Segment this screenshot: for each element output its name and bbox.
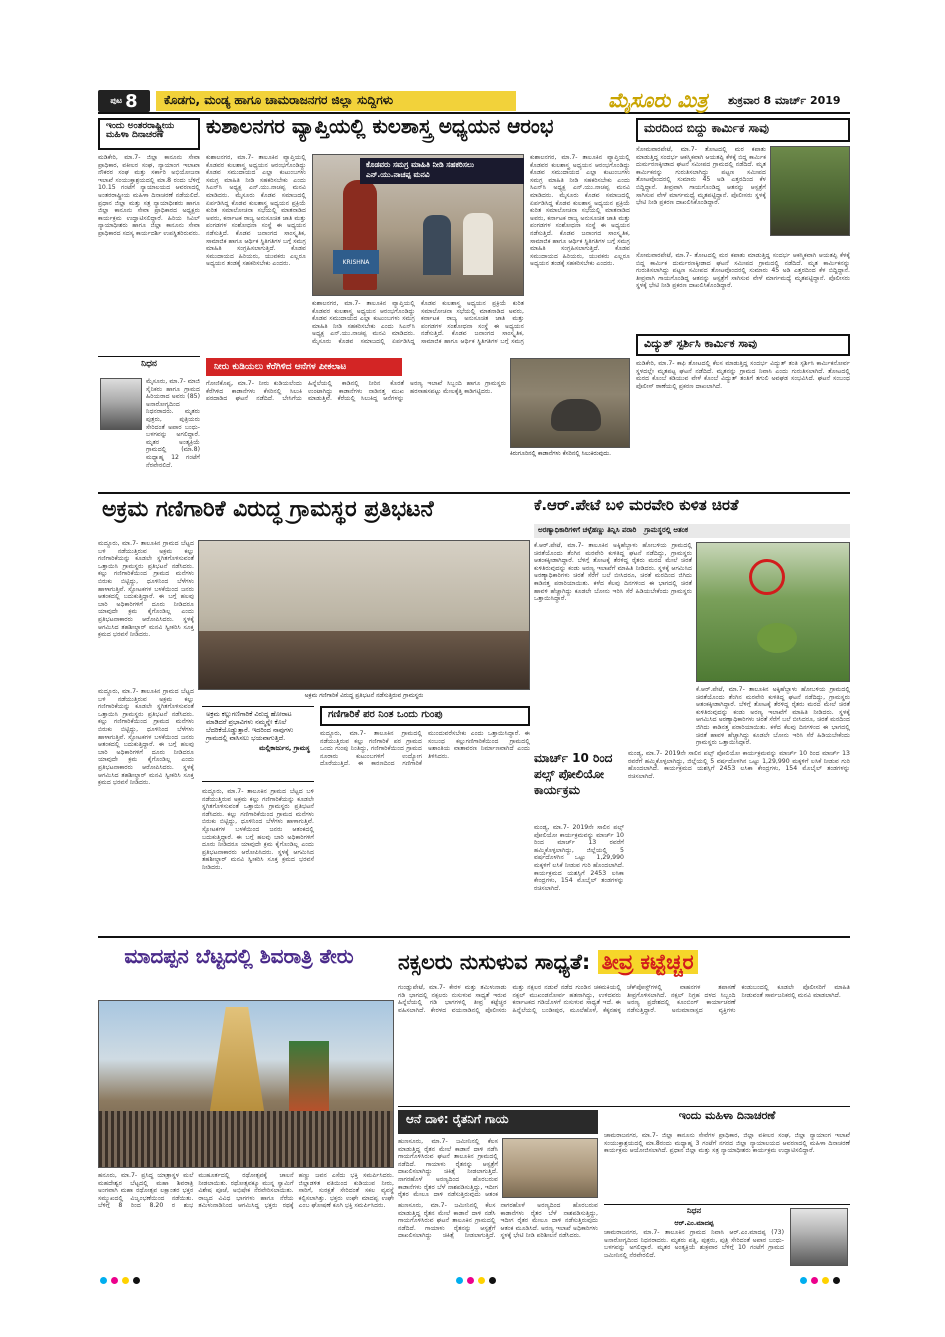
issue-date: ಶುಕ್ರವಾರ 8 ಮಾರ್ಚ್ 2019: [728, 94, 841, 107]
tree-death-photo: [770, 146, 850, 236]
polio-headline: ಮಾರ್ಚ್ 10 ರಿಂದ ಪಲ್ಸ್ ಪೋಲಿಯೋ ಕಾರ್ಯಕ್ರಮ: [534, 751, 613, 797]
temple-tower: [209, 1007, 265, 1117]
registration-dot: [811, 1277, 818, 1284]
naxal-headline-part2: ತೀವ್ರ ಕಟ್ಟೆಚ್ಚರ: [598, 950, 698, 974]
protest-body: ಮದ್ದೂರು, ಮಾ.7- ತಾಲೂಕಿನ ಗ್ರಾಮದ ಬೆಟ್ಟದ ಬಳಿ ನಡೆಯುತ್ತಿರುವ ಅಕ್ರಮ ಕಲ್ಲು ಗಣಿಗಾರಿಕೆಯನ್ನು ಕೂಡಲೇ ಸ್ಥಗಿತಗೊಳಿಸುವಂತೆ ಒತ್ತಾಯಿಸಿ ಗ್ರಾಮಸ್ಥರು ಪ್ರತಿಭಟನೆ ನಡೆಸಿದರು. ಕಲ್ಲು ಗಣಿಗಾರಿಕೆಯಿಂದ ಗ್ರಾಮದ ಮನೆಗಳು ಬಿರುಕು ಬಿಟ್ಟಿದ್ದು, ಧೂಳಿನಿಂದ ಬೆಳೆಗಳು ಹಾಳಾಗುತ್ತಿವೆ. ಸ್ಫೋಟಕಗಳ ಬಳಕೆಯಿಂದ ಜನರು ಆತಂಕದಲ್ಲಿ ಬದುಕುತ್ತಿದ್ದಾರೆ. ಈ ಬಗ್ಗೆ ಹಲವು ಬಾರಿ ಅಧಿಕಾರಿಗಳಿಗೆ ದೂರು ನೀಡಿದರೂ ಯಾವುದೇ ಕ್ರಮ ಕೈಗೊಂಡಿಲ್ಲ ಎಂದು ಪ್ರತಿಭಟನಾಕಾರರು ಆರೋಪಿಸಿದರು. ಸ್ಥಳಕ್ಕೆ ಆಗಮಿಸಿದ ತಹಶೀಲ್ದಾರ್ ಮನವಿ ಸ್ವೀಕರಿಸಿ ಸೂಕ್ತ ಕ್ರಮದ ಭರವಸೆ ನೀಡಿದರು.: [98, 540, 194, 639]
divider: [98, 492, 850, 494]
quote-author: ಮಲ್ಲಿಕಾರ್ಜುನ, ಗ್ರಾಮಸ್ಥ: [259, 744, 310, 752]
coconut-cluster: [757, 623, 797, 653]
naxal-headline-part1: ನಕ್ಸಲರು ನುಸುಳುವ ಸಾಧ್ಯತೆ:: [398, 950, 591, 974]
electric-death-body: ಮಡಿಕೇರಿ, ಮಾ.7- ಕಾಫಿ ತೋಟದಲ್ಲಿ ಕೆಲಸ ಮಾಡುತ್ತಿದ್ದ ಸಂದರ್ಭ ವಿದ್ಯುತ್ ತಂತಿ ಸ್ಪರ್ಶಿಸಿ ಕಾರ್ಮಿಕನೋರ್ವ ಸ್ಥಳದಲ್ಲೇ ಮೃತಪಟ್ಟ ಘಟನೆ ನಡೆದಿದೆ. ಮೃತನನ್ನು ಗ್ರಾಮದ ನಿವಾಸಿ ಎಂದು ಗುರುತಿಸಲಾಗಿದೆ. ತೋಟದಲ್ಲಿ ಮರದ ಕೊಂಬೆ ಕಡಿಯುವ ವೇಳೆ ಕೊಂಬೆ ವಿದ್ಯುತ್ ತಂತಿಗೆ ತಗುಲಿ ಅವಘಡ ಸಂಭವಿಸಿದೆ. ಘಟನೆ ಸಂಬಂಧ ಪೊಲೀಸ್ ಠಾಣೆಯಲ್ಲಿ ಪ್ರಕರಣ ದಾಖಲಾಗಿದೆ.: [636, 360, 850, 390]
kushalnagar-body: ಕುಶಾಲನಗರ, ಮಾ.7- ತಾಲೂಕಿನ ವ್ಯಾಪ್ತಿಯಲ್ಲಿ ಕೊಡವರ ಕುಲಶಾಸ್ತ್ರ ಅಧ್ಯಯನ ಆರಂಭಗೊಂಡಿದ್ದು ಕೊಡವ ಸಮುದಾಯದ ಎಲ್ಲಾ ಕುಟುಂಬಗಳು ಸಮಗ್ರ ಮಾಹಿತಿ ನೀಡಿ ಸಹಕರಿಸಬೇಕು ಎಂದು ಸಿಎನ್‌ಸಿ ಅಧ್ಯಕ್ಷ ಎನ್.ಯು.ನಾಚಪ್ಪ ಮನವಿ ಮಾಡಿದರು. ಮೈಸೂರು ಕೊಡವ ಸಮಾಜದಲ್ಲಿ ಏರ್ಪಡಿಸಿದ್ದ ಕೊಡವ ಕುಲಶಾಸ್ತ್ರ ಅಧ್ಯಯನ ಪ್ರಕ್ರಿಯೆ ಕುರಿತ ಸಮಾಲೋಚನಾ ಸಭೆಯಲ್ಲಿ ಮಾತನಾಡಿದ ಅವರು, ಕರ್ನಾಟಕ ರಾಜ್ಯ ಅನುಸೂಚಿತ ಜಾತಿ ಮತ್ತು ಪಂಗಡಗಳ ಸಂಶೋಧನಾ ಸಂಸ್ಥೆ ಈ ಅಧ್ಯಯನ ನಡೆಸುತ್ತಿದೆ. ಕೊಡವ ಜನಾಂಗದ ಸಾಂಸ್ಕೃತಿಕ, ಸಾಮಾಜಿಕ ಹಾಗೂ ಆರ್ಥಿಕ ಸ್ಥಿತಿಗತಿಗಳ ಬಗ್ಗೆ ಸಮಗ್ರ ಮಾಹಿತಿ ಸಂಗ್ರಹಿಸಲಾಗುತ್ತಿದೆ. ಕೊಡವ ಸಮುದಾಯದ ಹಿರಿಯರು, ಯುವಕರು ಎಲ್ಲರೂ ಅಧ್ಯಯನ ತಂಡಕ್ಕೆ ಸಹಕರಿಸಬೇಕು ಎಂದರು.: [206, 154, 306, 268]
leopard-body-cont: ಕೆ.ಆರ್.ಪೇಟೆ, ಮಾ.7- ತಾಲೂಕಿನ ಅಕ್ಕಿಹೆಬ್ಬಾಳು ಹೋಬಳಿಯ ಗ್ರಾಮದಲ್ಲಿ ಚಿರತೆಯೊಂದು ತೆಂಗಿನ ಮರವೇರಿ ಕುಳಿತಿದ್ದ ಘಟನೆ ನಡೆದಿದ್ದು, ಗ್ರಾಮಸ್ಥರು ಆತಂಕಕ್ಕೀಡಾಗಿದ್ದಾರೆ. ಬೆಳಿಗ್ಗೆ ತೋಟಕ್ಕೆ ತೆರಳಿದ್ದ ರೈತರು ಮರದ ಮೇಲೆ ಚಿರತೆ ಕುಳಿತಿರುವುದನ್ನು ಕಂಡು ಅರಣ್ಯ ಇಲಾಖೆಗೆ ಮಾಹಿತಿ ನೀಡಿದರು. ಸ್ಥಳಕ್ಕೆ ಆಗಮಿಸಿದ ಅರಣ್ಯಾಧಿಕಾರಿಗಳು ಚಿರತೆ ಸೆರೆಗೆ ಬಲೆ ಬೀಸಿದರೂ, ಚಿರತೆ ಮರದಿಂದ ಜಿಗಿದು ಕಾಡಿನತ್ತ ಪರಾರಿಯಾಯಿತು. ಕಳೆದ ಕೆಲವು ದಿನಗಳಿಂದ ಈ ಭಾಗದಲ್ಲಿ ಚಿರತೆ ಹಾವಳಿ ಹೆಚ್ಚಾಗಿದ್ದು ಕೂಡಲೇ ಬೋನು ಇರಿಸಿ ಸೆರೆ ಹಿಡಿಯಬೇಕೆಂದು ಗ್ರಾಮಸ್ಥರು ಒತ್ತಾಯಿಸಿದ್ದಾರೆ.: [696, 686, 850, 746]
registration-marks-left: [100, 1277, 140, 1284]
guest-figure: [463, 213, 493, 275]
page-number: 8: [125, 90, 138, 112]
section-title: ಕೊಡಗು, ಮಂಡ್ಯ ಹಾಗೂ ಚಾಮರಾಜನಗರ ಜಿಲ್ಲಾ ಸುದ್ದಿಗಳು: [156, 91, 516, 111]
protest-photo: [198, 540, 530, 690]
divider: [398, 1106, 850, 1107]
obituary-2-photo: [790, 1208, 848, 1266]
elephant-attack-body-cont: ಹುಣಸೂರು, ಮಾ.7- ಜಮೀನಿನಲ್ಲಿ ಕೆಲಸ ಮಾಡುತ್ತಿದ್ದ ರೈತನ ಮೇಲೆ ಕಾಡಾನೆ ದಾಳಿ ನಡೆಸಿ ಗಾಯಗೊಳಿಸಿರುವ ಘಟನೆ ತಾಲೂಕಿನ ಗ್ರಾಮದಲ್ಲಿ ನಡೆದಿದೆ. ಗಾಯಾಳು ರೈತನನ್ನು ಆಸ್ಪತ್ರೆಗೆ ದಾಖಲಿಸಲಾಗಿದ್ದು ಚಿಕಿತ್ಸೆ ನೀಡಲಾಗುತ್ತಿದೆ. ನಾಗರಹೊಳೆ ಅರಣ್ಯದಿಂದ ಹೊರಬರುವ ಕಾಡಾನೆಗಳು ರೈತರ ಬೆಳೆ ನಾಶಪಡಿಸುತ್ತಿದ್ದು, ಇದೀಗ ರೈತರ ಮೇಲೂ ದಾಳಿ ನಡೆಸುತ್ತಿರುವುದು ಆತಂಕ ಮೂಡಿಸಿದೆ. ಅರಣ್ಯ ಇಲಾಖೆ ಅಧಿಕಾರಿಗಳು ಸ್ಥಳಕ್ಕೆ ಭೇಟಿ ನೀಡಿ ಪರಿಶೀಲನೆ ನಡೆಸಿದರು.: [398, 1202, 598, 1240]
elephants-photo: [510, 358, 630, 448]
kushalnagar-photo-caption: ಕೊಡವರು ಸಮಗ್ರ ಮಾಹಿತಿ ನೀಡಿ ಸಹಕರಿಸಲು ಎನ್.ಯು.ನಾಚಪ್ಪ ಮನವಿ: [360, 158, 524, 184]
elephant-figure: [551, 399, 601, 431]
registration-dot: [100, 1277, 107, 1284]
elephant-attack-photo: [502, 1138, 598, 1198]
registration-marks-center: [456, 1277, 496, 1284]
page-number-badge: [98, 90, 150, 112]
kushalnagar-body-col3: ಕುಶಾಲನಗರ, ಮಾ.7- ತಾಲೂಕಿನ ವ್ಯಾಪ್ತಿಯಲ್ಲಿ ಕೊಡವರ ಕುಲಶಾಸ್ತ್ರ ಅಧ್ಯಯನ ಆರಂಭಗೊಂಡಿದ್ದು ಕೊಡವ ಸಮುದಾಯದ ಎಲ್ಲಾ ಕುಟುಂಬಗಳು ಸಮಗ್ರ ಮಾಹಿತಿ ನೀಡಿ ಸಹಕರಿಸಬೇಕು ಎಂದು ಸಿಎನ್‌ಸಿ ಅಧ್ಯಕ್ಷ ಎನ್.ಯು.ನಾಚಪ್ಪ ಮನವಿ ಮಾಡಿದರು. ಮೈಸೂರು ಕೊಡವ ಸಮಾಜದಲ್ಲಿ ಏರ್ಪಡಿಸಿದ್ದ ಕೊಡವ ಕುಲಶಾಸ್ತ್ರ ಅಧ್ಯಯನ ಪ್ರಕ್ರಿಯೆ ಕುರಿತ ಸಮಾಲೋಚನಾ ಸಭೆಯಲ್ಲಿ ಮಾತನಾಡಿದ ಅವರು, ಕರ್ನಾಟಕ ರಾಜ್ಯ ಅನುಸೂಚಿತ ಜಾತಿ ಮತ್ತು ಪಂಗಡಗಳ ಸಂಶೋಧನಾ ಸಂಸ್ಥೆ ಈ ಅಧ್ಯಯನ ನಡೆಸುತ್ತಿದೆ. ಕೊಡವ ಜನಾಂಗದ ಸಾಂಸ್ಕೃತಿಕ, ಸಾಮಾಜಿಕ ಹಾಗೂ ಆರ್ಥಿಕ ಸ್ಥಿತಿಗತಿಗಳ ಬಗ್ಗೆ ಸಮಗ್ರ ಮಾಹಿತಿ ಸಂಗ್ರಹಿಸಲಾಗುತ್ತಿದೆ. ಕೊಡವ ಸಮುದಾಯದ ಹಿರಿಯರು, ಯುವಕರು ಎಲ್ಲರೂ ಅಧ್ಯಯನ ತಂಡಕ್ಕೆ ಸಹಕರಿಸಬೇಕು ಎಂದರು.: [530, 154, 630, 268]
protest-headline: ಅಕ್ರಮ ಗಣಿಗಾರಿಕೆ ವಿರುದ್ಧ ಗ್ರಾಮಸ್ಥರ ಪ್ರತಿಭಟನೆ: [102, 498, 434, 522]
obituary-body: ಮೈಸೂರು, ಮಾ.7- ಮಾಜಿ ಸೈನಿಕರು ಹಾಗೂ ಗ್ರಾಮದ ಹಿರಿಯರಾದ ಅವರು (85) ಅನಾರೋಗ್ಯದಿಂದ ನಿಧನರಾದರು. ಮೃತರು ಪುತ್ರರು, ಪುತ್ರಿಯರು ಸೇರಿದಂತೆ ಅಪಾರ ಬಂಧು-ಬಳಗವನ್ನು ಅಗಲಿದ್ದಾರೆ. ಮೃತರ ಅಂತ್ಯಕ್ರಿಯೆ ಗ್ರಾಮದಲ್ಲಿ (ಮಾ.8) ಮಧ್ಯಾಹ್ನ 12 ಗಂಟೆಗೆ ನೆರವೇರಲಿದೆ.: [146, 378, 200, 469]
page-label: ಪುಟ: [110, 96, 123, 105]
divider: [604, 1204, 850, 1205]
madappa-body: ಹನೂರು, ಮಾ.7- ಪ್ರಸಿದ್ಧ ಯಾತ್ರಾಸ್ಥಳ ಮಲೆ ಮಹದೇಶ್ವರ ಬೆಟ್ಟದಲ್ಲಿ ಮಹಾ ಶಿವರಾತ್ರಿ ಅಂಗವಾಗಿ ಮಹಾ ರಥೋತ್ಸವ ಲಕ್ಷಾಂತರ ಭಕ್ತರ ಸಮ್ಮುಖದಲ್ಲಿ ವಿಜೃಂಭಣೆಯಿಂದ ನಡೆಯಿತು. ಬೆಳಿಗ್ಗೆ 8 ರಿಂದ 8.20 ರ ಶುಭ ಮುಹೂರ್ತದಲ್ಲಿ ರಥೋತ್ಸವಕ್ಕೆ ಚಾಲನೆ ನೀಡಲಾಯಿತು. ರಥೋತ್ಸವಕ್ಕೂ ಮುನ್ನ ಸ್ವಾಮಿಗೆ ವಿಶೇಷ ಪೂಜೆ, ಅಭಿಷೇಕ ನೆರವೇರಿಸಲಾಯಿತು. ರಾಜ್ಯದ ವಿವಿಧ ಭಾಗಗಳು ಹಾಗೂ ನೆರೆಯ ತಮಿಳುನಾಡಿನಿಂದ ಆಗಮಿಸಿದ್ದ ಭಕ್ತರು ರಥಕ್ಕೆ ಹಣ್ಣು ಜವನ ಎಸೆದು ಭಕ್ತಿ ಸಮರ್ಪಿಸಿದರು. ಜಿಲ್ಲಾಡಳಿತ ವತಿಯಿಂದ ಕುಡಿಯುವ ನೀರು, ಸಾರಿಗೆ, ಸುರಕ್ಷತೆ ಸೇರಿದಂತೆ ಸಕಲ ವ್ಯವಸ್ಥೆ ಕಲ್ಪಿಸಲಾಗಿತ್ತು. ಭಕ್ತರು ಉಘೇ ಮಾದಪ್ಪ ಉಘೇ ಎಂಬ ಘೋಷಣೆ ಕೂಗಿ ಭಕ್ತಿ ಸಮರ್ಪಿಸಿದರು.: [98, 1172, 394, 1210]
registration-dot: [833, 1277, 840, 1284]
tree-death-body-cont: ಸೋಮವಾರಪೇಟೆ, ಮಾ.7- ತೋಟದಲ್ಲಿ ಮರ ಕಪಾತು ಮಾಡುತ್ತಿದ್ದ ಸಂದರ್ಭ ಆಕಸ್ಮಿಕವಾಗಿ ಆಯತಪ್ಪಿ ಕೆಳಕ್ಕೆ ಬಿದ್ದ ಕಾರ್ಮಿಕ ದುರ್ಮರಣಕ್ಕೀಡಾದ ಘಟನೆ ಸಮೀಪದ ಗ್ರಾಮದಲ್ಲಿ ನಡೆದಿದೆ. ಮೃತ ಕಾರ್ಮಿಕನನ್ನು ಗುರುತಿಸಲಾಗಿದ್ದು ಪಟ್ಟಣ ಸಮೀಪದ ತೋಟವೊಂದರಲ್ಲಿ ಸುಮಾರು 45 ಅಡಿ ಎತ್ತರದಿಂದ ಕೆಳ ಬಿದ್ದಿದ್ದಾನೆ. ತೀವ್ರವಾಗಿ ಗಾಯಗೊಂಡಿದ್ದ ಆತನನ್ನು ಆಸ್ಪತ್ರೆಗೆ ಸಾಗಿಸುವ ವೇಳೆ ಮಾರ್ಗಮಧ್ಯೆ ಮೃತಪಟ್ಟಿದ್ದಾನೆ. ಪೊಲೀಸರು ಸ್ಥಳಕ್ಕೆ ಭೇಟಿ ನೀಡಿ ಪ್ರಕರಣ ದಾಖಲಿಸಿಕೊಂಡಿದ್ದಾರೆ.: [636, 252, 850, 290]
tree-death-headline: ಮರದಿಂದ ಬಿದ್ದು ಕಾರ್ಮಿಕ ಸಾವು: [636, 118, 850, 142]
masthead: [98, 88, 850, 114]
quote-text: ಅಕ್ರಮ ಕಲ್ಲುಗಣಿಗಾರಿಕೆ ವಿರುದ್ಧ ಹೋರಾಟ ಮಾಡಿದರೆ ಪ್ರಭಾವಿಗಳು ನಮ್ಮನ್ನೇ ಕೊಲೆ ಬೆದರಿಕೆಯೊಡ್ಡುತ್ತಾರೆ. ಇದರಿಂದ ನಾವುಗಳು ಗ್ರಾಮದಲ್ಲಿ ವಾಸಿಸಲು ಭಯವಾಗುತ್ತಿದೆ.: [206, 710, 294, 742]
registration-dot: [800, 1277, 807, 1284]
leopard-subhead-2: ಗ್ರಾಮಸ್ಥರಲ್ಲಿ ಆತಂಕ: [644, 526, 689, 534]
brand-logo: ಮೈಸೂರು ಮಿತ್ರ: [608, 88, 708, 112]
naxal-body: ಗುಂಡ್ಲುಪೇಟೆ, ಮಾ.7- ಕೇರಳ ಮತ್ತು ತಮಿಳುನಾಡು ಗಡಿ ಭಾಗದಲ್ಲಿ ನಕ್ಸಲರು ನುಸುಳುವ ಸಾಧ್ಯತೆ ಇರುವ ಹಿನ್ನೆಲೆಯಲ್ಲಿ ಗಡಿ ಭಾಗಗಳಲ್ಲಿ ತೀವ್ರ ಕಟ್ಟೆಚ್ಚರ ವಹಿಸಲಾಗಿದೆ. ಕೇರಳದ ವಯನಾಡಿನಲ್ಲಿ ಪೊಲೀಸರು ಮತ್ತು ನಕ್ಸಲರ ನಡುವೆ ನಡೆದ ಗುಂಡಿನ ಚಕಮಕಿಯಲ್ಲಿ ನಕ್ಸಲ್ ಮುಖಂಡನೋರ್ವ ಹತನಾಗಿದ್ದು, ಉಳಿದವರು ಕರ್ನಾಟಕದ ಗಡಿಯೊಳಗೆ ನುಸುಳುವ ಸಾಧ್ಯತೆ ಇದೆ. ಈ ಹಿನ್ನೆಲೆಯಲ್ಲಿ ಬಂಡೀಪುರ, ಮೂಲೆಹೊಳೆ, ಕೆಕ್ಕನಹಳ್ಳ ಚೆಕ್‌ಪೋಸ್ಟ್‌ಗಳಲ್ಲಿ ವಾಹನಗಳ ತಪಾಸಣೆ ತೀವ್ರಗೊಳಿಸಲಾಗಿದೆ. ನಕ್ಸಲ್ ನಿಗ್ರಹ ದಳದ ಸಿಬ್ಬಂದಿ ಅರಣ್ಯ ಪ್ರದೇಶದಲ್ಲಿ ಕೂಂಬಿಂಗ್ ಕಾರ್ಯಾಚರಣೆ ನಡೆಸುತ್ತಿದ್ದಾರೆ. ಅನುಮಾನಾಸ್ಪದ ವ್ಯಕ್ತಿಗಳು ಕಂಡುಬಂದಲ್ಲಿ ಕೂಡಲೇ ಪೊಲೀಸರಿಗೆ ಮಾಹಿತಿ ನೀಡುವಂತೆ ಸಾರ್ವಜನಿಕರಲ್ಲಿ ಮನವಿ ಮಾಡಲಾಗಿದೆ.: [398, 984, 850, 1014]
leopard-photo: [696, 542, 850, 682]
divider: [98, 936, 850, 938]
registration-dot: [489, 1277, 496, 1284]
leopard-subhead-1: ಅರಣ್ಯಾಧಿಕಾರಿಗಳಿಗೆ ಚಳ್ಳೆಹಣ್ಣು ತಿನ್ನಿಸಿ ಪರಾರಿ: [538, 526, 637, 534]
madappa-photo: [98, 1000, 394, 1168]
naxal-headline: [398, 944, 850, 980]
devotee-crowd: [99, 1111, 394, 1168]
registration-dot: [456, 1277, 463, 1284]
newspaper-page: [98, 88, 850, 1268]
registration-dot: [133, 1277, 140, 1284]
protest-body-col2: ಮದ್ದೂರು, ಮಾ.7- ತಾಲೂಕಿನ ಗ್ರಾಮದ ಬೆಟ್ಟದ ಬಳಿ ನಡೆಯುತ್ತಿರುವ ಅಕ್ರಮ ಕಲ್ಲು ಗಣಿಗಾರಿಕೆಯನ್ನು ಕೂಡಲೇ ಸ್ಥಗಿತಗೊಳಿಸುವಂತೆ ಒತ್ತಾಯಿಸಿ ಗ್ರಾಮಸ್ಥರು ಪ್ರತಿಭಟನೆ ನಡೆಸಿದರು. ಕಲ್ಲು ಗಣಿಗಾರಿಕೆಯಿಂದ ಗ್ರಾಮದ ಮನೆಗಳು ಬಿರುಕು ಬಿಟ್ಟಿದ್ದು, ಧೂಳಿನಿಂದ ಬೆಳೆಗಳು ಹಾಳಾಗುತ್ತಿವೆ. ಸ್ಫೋಟಕಗಳ ಬಳಕೆಯಿಂದ ಜನರು ಆತಂಕದಲ್ಲಿ ಬದುಕುತ್ತಿದ್ದಾರೆ. ಈ ಬಗ್ಗೆ ಹಲವು ಬಾರಿ ಅಧಿಕಾರಿಗಳಿಗೆ ದೂರು ನೀಡಿದರೂ ಯಾವುದೇ ಕ್ರಮ ಕೈಗೊಂಡಿಲ್ಲ ಎಂದು ಪ್ರತಿಭಟನಾಕಾರರು ಆರೋಪಿಸಿದರು. ಸ್ಥಳಕ್ಕೆ ಆಗಮಿಸಿದ ತಹಶೀಲ್ದಾರ್ ಮನವಿ ಸ್ವೀಕರಿಸಿ ಸೂಕ್ತ ಕ್ರಮದ ಭರವಸೆ ನೀಡಿದರು.: [202, 788, 314, 871]
protest-body-cont: ಮದ್ದೂರು, ಮಾ.7- ತಾಲೂಕಿನ ಗ್ರಾಮದ ಬೆಟ್ಟದ ಬಳಿ ನಡೆಯುತ್ತಿರುವ ಅಕ್ರಮ ಕಲ್ಲು ಗಣಿಗಾರಿಕೆಯನ್ನು ಕೂಡಲೇ ಸ್ಥಗಿತಗೊಳಿಸುವಂತೆ ಒತ್ತಾಯಿಸಿ ಗ್ರಾಮಸ್ಥರು ಪ್ರತಿಭಟನೆ ನಡೆಸಿದರು. ಕಲ್ಲು ಗಣಿಗಾರಿಕೆಯಿಂದ ಗ್ರಾಮದ ಮನೆಗಳು ಬಿರುಕು ಬಿಟ್ಟಿದ್ದು, ಧೂಳಿನಿಂದ ಬೆಳೆಗಳು ಹಾಳಾಗುತ್ತಿವೆ. ಸ್ಫೋಟಕಗಳ ಬಳಕೆಯಿಂದ ಜನರು ಆತಂಕದಲ್ಲಿ ಬದುಕುತ್ತಿದ್ದಾರೆ. ಈ ಬಗ್ಗೆ ಹಲವು ಬಾರಿ ಅಧಿಕಾರಿಗಳಿಗೆ ದೂರು ನೀಡಿದರೂ ಯಾವುದೇ ಕ್ರಮ ಕೈಗೊಂಡಿಲ್ಲ ಎಂದು ಪ್ರತಿಭಟನಾಕಾರರು ಆರೋಪಿಸಿದರು. ಸ್ಥಳಕ್ಕೆ ಆಗಮಿಸಿದ ತಹಶೀಲ್ದಾರ್ ಮನವಿ ಸ್ವೀಕರಿಸಿ ಸೂಕ್ತ ಕ್ರಮದ ಭರವಸೆ ನೀಡಿದರು.: [98, 688, 194, 787]
womens-day-bottom-headline: ಇಂದು ಮಹಿಳಾ ದಿನಾಚರಣೆ: [678, 1110, 776, 1122]
womens-day-headline: ಇಂದು ಅಂತರರಾಷ್ಟ್ರೀಯ ಮಹಿಳಾ ದಿನಾಚರಣೆ: [98, 118, 200, 150]
registration-dot: [122, 1277, 129, 1284]
leopard-highlight-circle: [749, 559, 785, 595]
protest-quote: [202, 706, 314, 782]
kushalnagar-headline: ಕುಶಾಲನಗರ ವ್ಯಾಪ್ತಿಯಲ್ಲಿ ಕುಲಶಾಸ್ತ್ರ ಅಧ್ಯಯನ ಆರಂಭ: [206, 116, 554, 138]
mining-gang-headline: ಗಣಿಗಾರಿಕೆ ಪರ ನಿಂತ ಒಂದು ಗುಂಪು: [320, 706, 530, 726]
registration-marks-right: [800, 1277, 840, 1284]
registration-dot: [111, 1277, 118, 1284]
obituary-headline: ನಿಧನ: [141, 360, 157, 369]
chariot: [289, 1041, 329, 1121]
protest-crowd: [199, 631, 530, 690]
leopard-subheads: [534, 524, 850, 538]
registration-dot: [478, 1277, 485, 1284]
polio-body-cont: ಮಂಡ್ಯ, ಮಾ.7- 2019ನೇ ಸಾಲಿನ ಪಲ್ಸ್ ಪೋಲಿಯೋ ಕಾರ್ಯಕ್ರಮವನ್ನು ಮಾರ್ಚ್ 10 ರಿಂದ ಮಾರ್ಚ್ 13 ರವರೆಗೆ ಹಮ್ಮಿಕೊಳ್ಳಲಾಗಿದ್ದು, ಜಿಲ್ಲೆಯಲ್ಲಿ 5 ವರ್ಷದೊಳಗಿನ ಒಟ್ಟು 1,29,990 ಮಕ್ಕಳಿಗೆ ಲಸಿಕೆ ನೀಡುವ ಗುರಿ ಹೊಂದಲಾಗಿದೆ. ಕಾರ್ಯಕ್ರಮದ ಯಶಸ್ಸಿಗೆ 2453 ಲಸಿಕಾ ಕೇಂದ್ರಗಳು, 154 ಮೊಬೈಲ್ ತಂಡಗಳನ್ನು ರಚಿಸಲಾಗಿದೆ.: [534, 824, 624, 892]
electric-death-headline: ವಿದ್ಯುತ್ ಸ್ಪರ್ಶಿಸಿ ಕಾರ್ಮಿಕ ಸಾವು: [636, 334, 850, 356]
mining-gang-body: ಮದ್ದೂರು, ಮಾ.7- ತಾಲೂಕಿನ ಗ್ರಾಮದಲ್ಲಿ ನಡೆಯುತ್ತಿರುವ ಕಲ್ಲು ಗಣಿಗಾರಿಕೆ ಪರ ಗ್ರಾಮದ ಒಂದು ಗುಂಪು ನಿಂತಿದ್ದು, ಗಣಿಗಾರಿಕೆಯಿಂದ ಗ್ರಾಮದ ನೂರಾರು ಕುಟುಂಬಗಳಿಗೆ ಉದ್ಯೋಗ ದೊರೆಯುತ್ತಿದೆ. ಈ ಕಾರಣದಿಂದ ಗಣಿಗಾರಿಕೆ ಮುಂದುವರೆಸಬೇಕು ಎಂದು ಒತ್ತಾಯಿಸಿದ್ದಾರೆ. ಈ ಸಂಬಂಧ ಕಲ್ಲುಗಣಿಗಾರಿಕೆಯಿಂದ ಗ್ರಾಮದಲ್ಲಿ ಅಶಾಂತಿಯ ವಾತಾವರಣ ನಿರ್ಮಾಣವಾಗಿದೆ ಎಂದು ತಿಳಿಸಿದರು.: [320, 730, 530, 768]
elephant-attack-body: ಹುಣಸೂರು, ಮಾ.7- ಜಮೀನಿನಲ್ಲಿ ಕೆಲಸ ಮಾಡುತ್ತಿದ್ದ ರೈತನ ಮೇಲೆ ಕಾಡಾನೆ ದಾಳಿ ನಡೆಸಿ ಗಾಯಗೊಳಿಸಿರುವ ಘಟನೆ ತಾಲೂಕಿನ ಗ್ರಾಮದಲ್ಲಿ ನಡೆದಿದೆ. ಗಾಯಾಳು ರೈತನನ್ನು ಆಸ್ಪತ್ರೆಗೆ ದಾಖಲಿಸಲಾಗಿದ್ದು ಚಿಕಿತ್ಸೆ ನೀಡಲಾಗುತ್ತಿದೆ. ನಾಗರಹೊಳೆ ಅರಣ್ಯದಿಂದ ಹೊರಬರುವ ಕಾಡಾನೆಗಳು ರೈತರ ಬೆಳೆ ನಾಶಪಡಿಸುತ್ತಿದ್ದು, ಇದೀಗ ರೈತರ ಮೇಲೂ ದಾಳಿ ನಡೆಸುತ್ತಿರುವುದು ಆತಂಕ: [398, 1138, 498, 1198]
protest-photo-caption: ಅಕ್ರಮ ಗಣಿಗಾರಿಕೆ ವಿರುದ್ಧ ಪ್ರತಿಭಟನೆ ನಡೆಸುತ್ತಿರುವ ಗ್ರಾಮಸ್ಥರು: [304, 692, 424, 699]
madappa-headline: ಮಾದಪ್ಪನ ಬೆಟ್ಟದಲ್ಲಿ ಶಿವರಾತ್ರಿ ತೇರು: [124, 944, 354, 968]
registration-dot: [822, 1277, 829, 1284]
obituary-photo: [100, 378, 142, 430]
obituary-2-headline: ನಿಧನ: [686, 1207, 702, 1215]
obituary-2-body: ಚಾಮರಾಜನಗರ, ಮಾ.7- ತಾಲೂಕಿನ ಗ್ರಾಮದ ನಿವಾಸಿ ಆರ್.ಎಂ.ಮಾದಪ್ಪ (73) ಅನಾರೋಗ್ಯದಿಂದ ನಿಧನರಾದರು. ಮೃತರು ಪತ್ನಿ, ಪುತ್ರರು, ಪುತ್ರಿ ಸೇರಿದಂತೆ ಅಪಾರ ಬಂಧು-ಬಳಗವನ್ನು ಅಗಲಿದ್ದಾರೆ. ಮೃತರ ಅಂತ್ಯಕ್ರಿಯೆ ಶುಕ್ರವಾರ ಬೆಳಿಗ್ಗೆ 10 ಗಂಟೆಗೆ ಗ್ರಾಮದ ಜಮೀನಿನಲ್ಲಿ ನೆರವೇರಲಿದೆ.: [604, 1229, 784, 1259]
guest-figure: [423, 215, 451, 275]
kushalnagar-body-cont: ಕುಶಾಲನಗರ, ಮಾ.7- ತಾಲೂಕಿನ ವ್ಯಾಪ್ತಿಯಲ್ಲಿ ಕೊಡವರ ಕುಲಶಾಸ್ತ್ರ ಅಧ್ಯಯನ ಆರಂಭಗೊಂಡಿದ್ದು ಕೊಡವ ಸಮುದಾಯದ ಎಲ್ಲಾ ಕುಟುಂಬಗಳು ಸಮಗ್ರ ಮಾಹಿತಿ ನೀಡಿ ಸಹಕರಿಸಬೇಕು ಎಂದು ಸಿಎನ್‌ಸಿ ಅಧ್ಯಕ್ಷ ಎನ್.ಯು.ನಾಚಪ್ಪ ಮನವಿ ಮಾಡಿದರು. ಮೈಸೂರು ಕೊಡವ ಸಮಾಜದಲ್ಲಿ ಏರ್ಪಡಿಸಿದ್ದ ಕೊಡವ ಕುಲಶಾಸ್ತ್ರ ಅಧ್ಯಯನ ಪ್ರಕ್ರಿಯೆ ಕುರಿತ ಸಮಾಲೋಚನಾ ಸಭೆಯಲ್ಲಿ ಮಾತನಾಡಿದ ಅವರು, ಕರ್ನಾಟಕ ರಾಜ್ಯ ಅನುಸೂಚಿತ ಜಾತಿ ಮತ್ತು ಪಂಗಡಗಳ ಸಂಶೋಧನಾ ಸಂಸ್ಥೆ ಈ ಅಧ್ಯಯನ ನಡೆಸುತ್ತಿದೆ. ಕೊಡವ ಜನಾಂಗದ ಸಾಂಸ್ಕೃತಿಕ, ಸಾಮಾಜಿಕ ಹಾಗೂ ಆರ್ಥಿಕ ಸ್ಥಿತಿಗತಿಗಳ ಬಗ್ಗೆ ಸಮಗ್ರ: [312, 300, 524, 345]
divider: [98, 356, 200, 357]
obituary-2-name: ಆರ್.ಎಂ.ಮಾದಪ್ಪ: [674, 1219, 714, 1227]
elephants-body: ಗೋಣಿಕೊಪ್ಪ, ಮಾ.7- ನೀರು ಕುಡಿಯಲೆಂದು ಕೆರೆಗಿಳಿದ ಕಾಡಾನೆಗಳು ಕೆಸರಿನಲ್ಲಿ ಸಿಲುಕಿ ಪರದಾಡಿದ ಘಟನೆ ನಡೆದಿದೆ. ಬೇಸಿಗೆಯ ಹಿನ್ನೆಲೆಯಲ್ಲಿ ಕಾಡಿನಲ್ಲಿ ನೀರಿನ ಕೊರತೆ ಉಂಟಾಗಿದ್ದು ಕಾಡಾನೆಗಳು ನಾಡಿನತ್ತ ಮುಖ ಮಾಡುತ್ತಿವೆ. ಕೆರೆಯಲ್ಲಿ ಸಿಲುಕಿದ್ದ ಆನೆಗಳನ್ನು ಅರಣ್ಯ ಇಲಾಖೆ ಸಿಬ್ಬಂದಿ ಹಾಗೂ ಗ್ರಾಮಸ್ಥರು ಹರಸಾಹಸಪಟ್ಟು ಮೇಲಕ್ಕೆತ್ತಿ ಕಾಡಿಗಟ್ಟಿದರು.: [206, 380, 506, 403]
polio-body: ಮಂಡ್ಯ, ಮಾ.7- 2019ನೇ ಸಾಲಿನ ಪಲ್ಸ್ ಪೋಲಿಯೋ ಕಾರ್ಯಕ್ರಮವನ್ನು ಮಾರ್ಚ್ 10 ರಿಂದ ಮಾರ್ಚ್ 13 ರವರೆಗೆ ಹಮ್ಮಿಕೊಳ್ಳಲಾಗಿದ್ದು, ಜಿಲ್ಲೆಯಲ್ಲಿ 5 ವರ್ಷದೊಳಗಿನ ಒಟ್ಟು 1,29,990 ಮಕ್ಕಳಿಗೆ ಲಸಿಕೆ ನೀಡುವ ಗುರಿ ಹೊಂದಲಾಗಿದೆ. ಕಾರ್ಯಕ್ರಮದ ಯಶಸ್ಸಿಗೆ 2453 ಲಸಿಕಾ ಕೇಂದ್ರಗಳು, 154 ಮೊಬೈಲ್ ತಂಡಗಳನ್ನು ರಚಿಸಲಾಗಿದೆ.: [628, 750, 850, 780]
leopard-headline: ಕೆ.ಆರ್.ಪೇಟೆ ಬಳಿ ಮರವೇರಿ ಕುಳಿತ ಚಿರತೆ: [534, 498, 739, 514]
elephant-attack-headline: ಆನೆ ದಾಳಿ: ರೈತನಿಗೆ ಗಾಯ: [398, 1110, 598, 1134]
elephants-photo-caption: ಕಿರುಗೂರಿನಲ್ಲಿ ಕಾಡಾನೆಗಳು ಕೆಸರಿನಲ್ಲಿ ಸಿಲುಕಿರುವುದು.: [510, 450, 612, 457]
registration-dot: [467, 1277, 474, 1284]
elephants-headline: ನೀರು ಕುಡಿಯಲು ಕೆರೆಗಿಳಿದ ಆನೆಗಳ ಪೀಕಲಾಟ: [206, 358, 402, 376]
podium-banner: KRISHNA: [333, 250, 379, 274]
womens-day-bottom-body: ಚಾಮರಾಜನಗರ, ಮಾ.7- ಜಿಲ್ಲಾ ಕಾನೂನು ಸೇವೆಗಳ ಪ್ರಾಧಿಕಾರ, ಜಿಲ್ಲಾ ವಕೀಲರ ಸಂಘ, ಜಿಲ್ಲಾ ನ್ಯಾಯಾಂಗ ಇಲಾಖೆ ಸಂಯುಕ್ತಾಶ್ರಯದಲ್ಲಿ ಮಾ.8ರಂದು ಮಧ್ಯಾಹ್ನ 3 ಗಂಟೆಗೆ ನಗರದ ಜಿಲ್ಲಾ ನ್ಯಾಯಾಲಯದ ಆವರಣದಲ್ಲಿ ಮಹಿಳಾ ದಿನಾಚರಣೆ ಕಾರ್ಯಕ್ರಮ ಆಯೋಜಿಸಲಾಗಿದೆ. ಪ್ರಧಾನ ಜಿಲ್ಲಾ ಮತ್ತು ಸತ್ರ ನ್ಯಾಯಾಧೀಶರು ಕಾರ್ಯಕ್ರಮ ಉದ್ಘಾಟಿಸಲಿದ್ದಾರೆ.: [604, 1132, 850, 1155]
womens-day-body: ಮಡಿಕೇರಿ, ಮಾ.7- ಜಿಲ್ಲಾ ಕಾನೂನು ಸೇವಾ ಪ್ರಾಧಿಕಾರ, ವಕೀಲರ ಸಂಘ, ನ್ಯಾಯಾಂಗ ಇಲಾಖಾ ನೌಕರರ ಸಂಘ ಮತ್ತು ಸರ್ಕಾರಿ ಅಭಿಯೋಜನಾ ಇಲಾಖೆ ಸಂಯುಕ್ತಾಶ್ರಯದಲ್ಲಿ ಮಾ.8 ರಂದು ಬೆಳಿಗ್ಗೆ 10.15 ಗಂಟೆಗೆ ನ್ಯಾಯಾಲಯದ ಆವರಣದಲ್ಲಿ ಅಂತರರಾಷ್ಟ್ರೀಯ ಮಹಿಳಾ ದಿನಾಚರಣೆ ನಡೆಯಲಿದೆ. ಪ್ರಧಾನ ಜಿಲ್ಲಾ ಮತ್ತು ಸತ್ರ ನ್ಯಾಯಾಧೀಶರು ಹಾಗೂ ಜಿಲ್ಲಾ ಕಾನೂನು ಸೇವಾ ಪ್ರಾಧಿಕಾರದ ಅಧ್ಯಕ್ಷರು ಕಾರ್ಯಕ್ರಮ ಉದ್ಘಾಟಿಸಲಿದ್ದಾರೆ. ಹಿರಿಯ ಸಿವಿಲ್ ನ್ಯಾಯಾಧೀಶರು ಹಾಗೂ ಜಿಲ್ಲಾ ಕಾನೂನು ಸೇವಾ ಪ್ರಾಧಿಕಾರದ ಸದಸ್ಯ ಕಾರ್ಯದರ್ಶಿ ಉಪಸ್ಥಿತರಿರುವರು.: [98, 154, 200, 237]
tree-death-body: ಸೋಮವಾರಪೇಟೆ, ಮಾ.7- ತೋಟದಲ್ಲಿ ಮರ ಕಪಾತು ಮಾಡುತ್ತಿದ್ದ ಸಂದರ್ಭ ಆಕಸ್ಮಿಕವಾಗಿ ಆಯತಪ್ಪಿ ಕೆಳಕ್ಕೆ ಬಿದ್ದ ಕಾರ್ಮಿಕ ದುರ್ಮರಣಕ್ಕೀಡಾದ ಘಟನೆ ಸಮೀಪದ ಗ್ರಾಮದಲ್ಲಿ ನಡೆದಿದೆ. ಮೃತ ಕಾರ್ಮಿಕನನ್ನು ಗುರುತಿಸಲಾಗಿದ್ದು ಪಟ್ಟಣ ಸಮೀಪದ ತೋಟವೊಂದರಲ್ಲಿ ಸುಮಾರು 45 ಅಡಿ ಎತ್ತರದಿಂದ ಕೆಳ ಬಿದ್ದಿದ್ದಾನೆ. ತೀವ್ರವಾಗಿ ಗಾಯಗೊಂಡಿದ್ದ ಆತನನ್ನು ಆಸ್ಪತ್ರೆಗೆ ಸಾಗಿಸುವ ವೇಳೆ ಮಾರ್ಗಮಧ್ಯೆ ಮೃತಪಟ್ಟಿದ್ದಾನೆ. ಪೊಲೀಸರು ಸ್ಥಳಕ್ಕೆ ಭೇಟಿ ನೀಡಿ ಪ್ರಕರಣ ದಾಖಲಿಸಿಕೊಂಡಿದ್ದಾರೆ.: [636, 146, 766, 207]
leopard-body: ಕೆ.ಆರ್.ಪೇಟೆ, ಮಾ.7- ತಾಲೂಕಿನ ಅಕ್ಕಿಹೆಬ್ಬಾಳು ಹೋಬಳಿಯ ಗ್ರಾಮದಲ್ಲಿ ಚಿರತೆಯೊಂದು ತೆಂಗಿನ ಮರವೇರಿ ಕುಳಿತಿದ್ದ ಘಟನೆ ನಡೆದಿದ್ದು, ಗ್ರಾಮಸ್ಥರು ಆತಂಕಕ್ಕೀಡಾಗಿದ್ದಾರೆ. ಬೆಳಿಗ್ಗೆ ತೋಟಕ್ಕೆ ತೆರಳಿದ್ದ ರೈತರು ಮರದ ಮೇಲೆ ಚಿರತೆ ಕುಳಿತಿರುವುದನ್ನು ಕಂಡು ಅರಣ್ಯ ಇಲಾಖೆಗೆ ಮಾಹಿತಿ ನೀಡಿದರು. ಸ್ಥಳಕ್ಕೆ ಆಗಮಿಸಿದ ಅರಣ್ಯಾಧಿಕಾರಿಗಳು ಚಿರತೆ ಸೆರೆಗೆ ಬಲೆ ಬೀಸಿದರೂ, ಚಿರತೆ ಮರದಿಂದ ಜಿಗಿದು ಕಾಡಿನತ್ತ ಪರಾರಿಯಾಯಿತು. ಕಳೆದ ಕೆಲವು ದಿನಗಳಿಂದ ಈ ಭಾಗದಲ್ಲಿ ಚಿರತೆ ಹಾವಳಿ ಹೆಚ್ಚಾಗಿದ್ದು ಕೂಡಲೇ ಬೋನು ಇರಿಸಿ ಸೆರೆ ಹಿಡಿಯಬೇಕೆಂದು ಗ್ರಾಮಸ್ಥರು ಒತ್ತಾಯಿಸಿದ್ದಾರೆ.: [534, 542, 692, 603]
